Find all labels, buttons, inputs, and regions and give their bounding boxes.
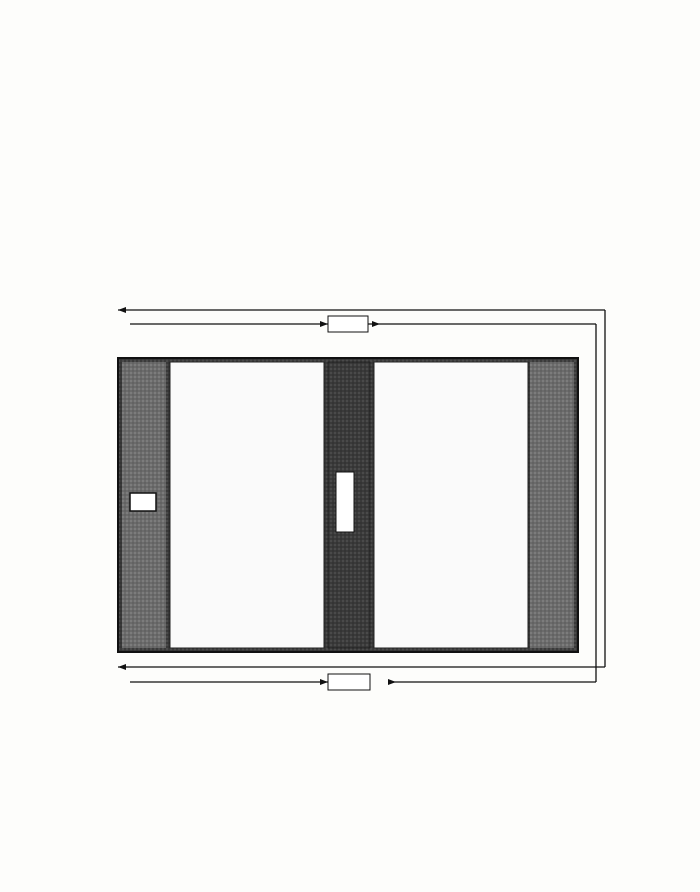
left-playing-area <box>170 362 324 648</box>
right-tray <box>530 362 574 648</box>
black-label <box>328 316 368 332</box>
right-playing-area <box>374 362 528 648</box>
white-label <box>328 674 370 690</box>
bar-label <box>336 472 354 532</box>
doubling-cube <box>130 493 156 511</box>
board-diagram <box>110 300 620 705</box>
